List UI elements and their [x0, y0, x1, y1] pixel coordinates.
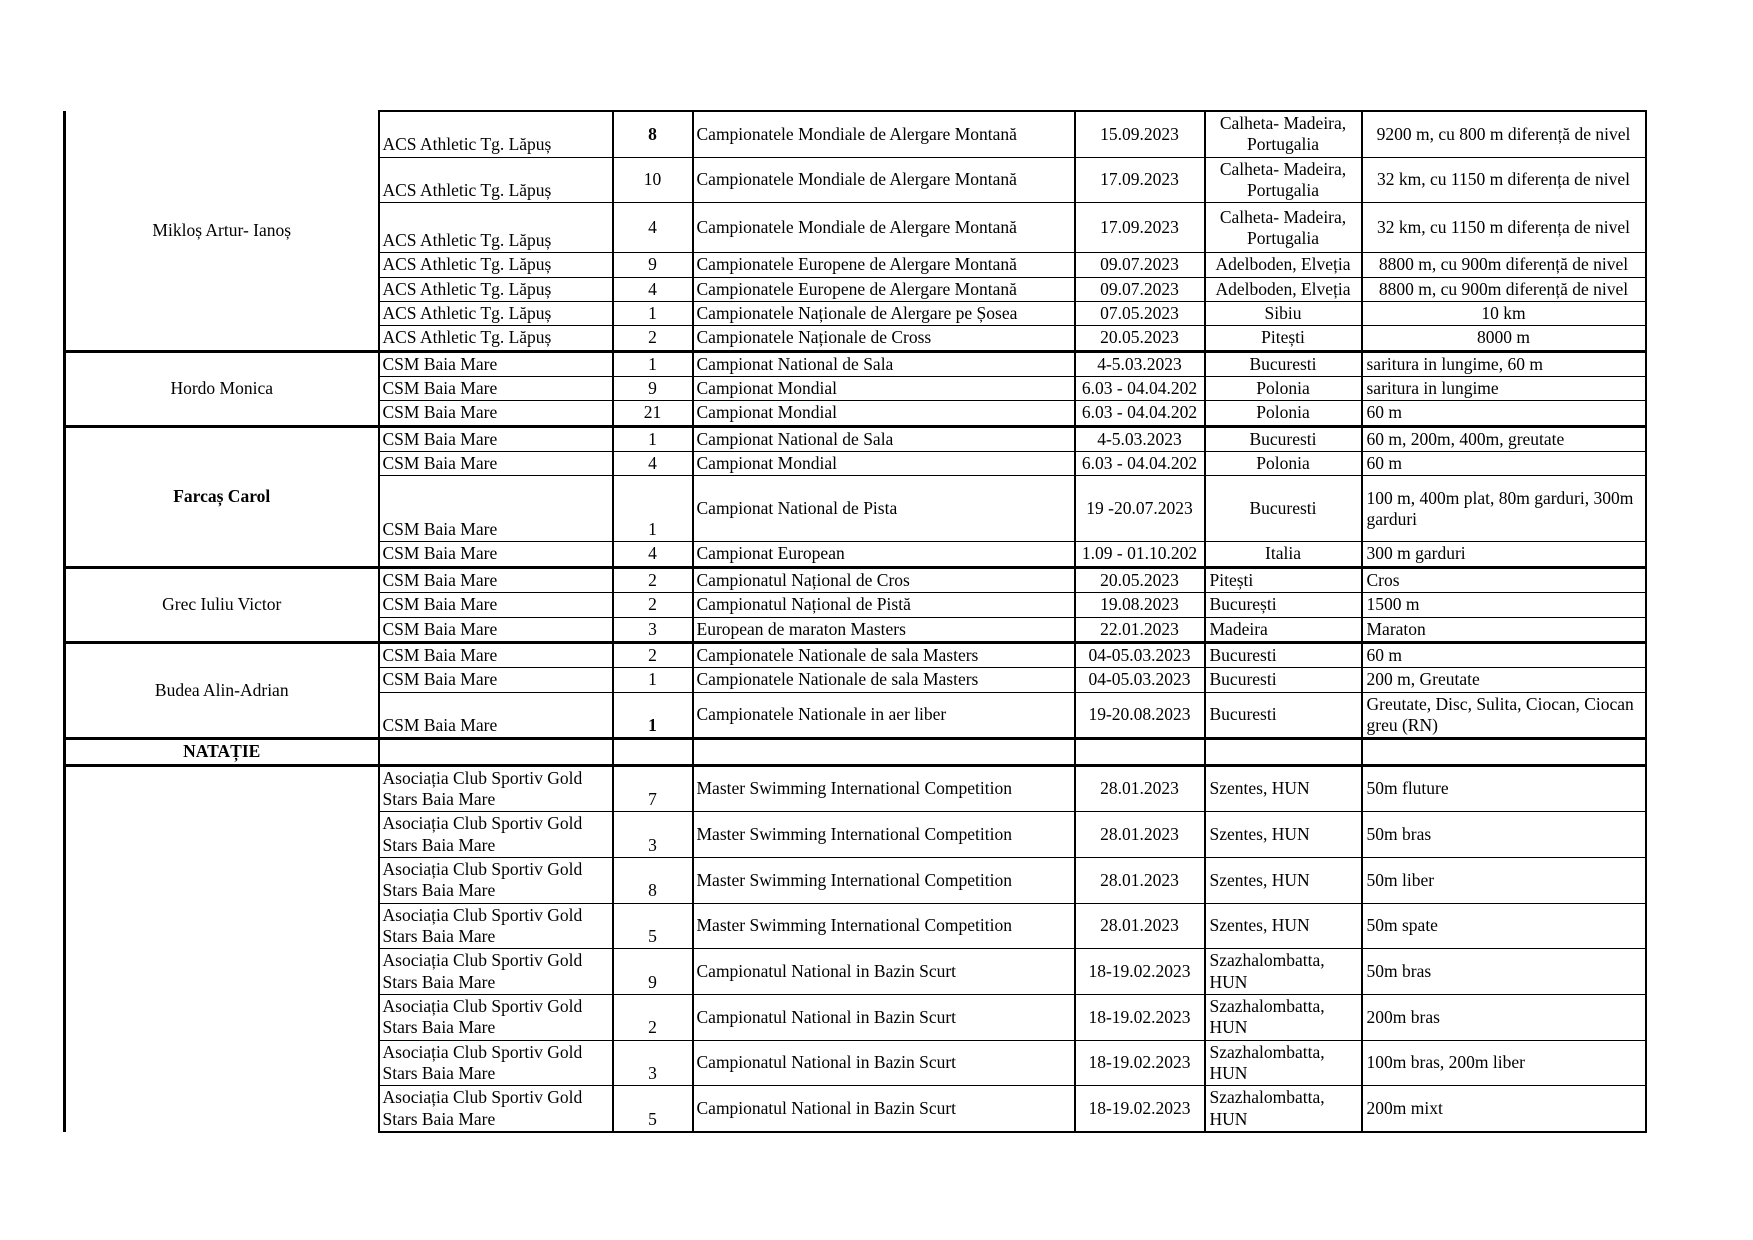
- date-cell: 20.05.2023: [1075, 567, 1205, 592]
- date-cell: 20.05.2023: [1075, 326, 1205, 351]
- location-cell: Bucuresti: [1205, 668, 1362, 692]
- place-cell: 5: [613, 1086, 693, 1132]
- date-cell: 6.03 - 04.04.202: [1075, 452, 1205, 476]
- date-cell: 18-19.02.2023: [1075, 1086, 1205, 1132]
- date-cell: 04-05.03.2023: [1075, 642, 1205, 667]
- location-cell: Bucuresti: [1205, 426, 1362, 451]
- club-cell: ACS Athletic Tg. Lăpuș: [379, 203, 613, 253]
- section-header-cell: NATAȚIE: [65, 739, 379, 765]
- date-cell: 28.01.2023: [1075, 903, 1205, 949]
- date-cell: 18-19.02.2023: [1075, 949, 1205, 995]
- event-cell: 200m mixt: [1362, 1086, 1646, 1132]
- competition-cell: Campionatele Mondiale de Alergare Montană: [693, 203, 1075, 253]
- club-cell: Asociația Club Sportiv Gold Stars Baia Mare: [379, 857, 613, 903]
- location-cell: [1205, 739, 1362, 765]
- club-cell: CSM Baia Mare: [379, 593, 613, 617]
- competition-cell: Master Swimming International Competition: [693, 765, 1075, 812]
- athlete-name-cell: Budea Alin-Adrian: [65, 642, 379, 738]
- athlete-name-cell: Mikloș Artur- Ianoș: [65, 111, 379, 351]
- event-cell: Greutate, Disc, Sulita, Ciocan, Ciocan greu (RN): [1362, 692, 1646, 739]
- competition-cell: Campionatele Europene de Alergare Montană: [693, 277, 1075, 301]
- location-cell: Szentes, HUN: [1205, 903, 1362, 949]
- event-cell: 9200 m, cu 800 m diferență de nivel: [1362, 111, 1646, 157]
- location-cell: Bucuresti: [1205, 692, 1362, 739]
- place-cell: 1: [613, 668, 693, 692]
- event-cell: 50m bras: [1362, 949, 1646, 995]
- place-cell: 4: [613, 277, 693, 301]
- date-cell: 09.07.2023: [1075, 277, 1205, 301]
- event-cell: 10 km: [1362, 302, 1646, 326]
- location-cell: Polonia: [1205, 452, 1362, 476]
- club-cell: ACS Athletic Tg. Lăpuș: [379, 253, 613, 277]
- club-cell: Asociația Club Sportiv Gold Stars Baia Mare: [379, 1086, 613, 1132]
- location-cell: Calheta- Madeira, Portugalia: [1205, 157, 1362, 203]
- place-cell: 8: [613, 111, 693, 157]
- competition-cell: Campionatele Naționale de Cross: [693, 326, 1075, 351]
- competition-cell: Campionat Mondial: [693, 452, 1075, 476]
- club-cell: CSM Baia Mare: [379, 567, 613, 592]
- date-cell: 28.01.2023: [1075, 812, 1205, 858]
- date-cell: 4-5.03.2023: [1075, 426, 1205, 451]
- event-cell: 60 m, 200m, 400m, greutate: [1362, 426, 1646, 451]
- competition-cell: Master Swimming International Competition: [693, 857, 1075, 903]
- club-cell: Asociația Club Sportiv Gold Stars Baia Mare: [379, 995, 613, 1041]
- competition-cell: Campionatul Național de Cros: [693, 567, 1075, 592]
- event-cell: 32 km, cu 1150 m diferența de nivel: [1362, 203, 1646, 253]
- location-cell: Calheta- Madeira, Portugalia: [1205, 111, 1362, 157]
- place-cell: 1: [613, 426, 693, 451]
- club-cell: Asociația Club Sportiv Gold Stars Baia Mare: [379, 1040, 613, 1086]
- place-cell: 1: [613, 351, 693, 376]
- location-cell: București: [1205, 593, 1362, 617]
- place-cell: 7: [613, 765, 693, 812]
- place-cell: 4: [613, 452, 693, 476]
- competition-cell: Campionat Mondial: [693, 401, 1075, 426]
- date-cell: 18-19.02.2023: [1075, 1040, 1205, 1086]
- event-cell: Maraton: [1362, 617, 1646, 642]
- club-cell: CSM Baia Mare: [379, 476, 613, 542]
- location-cell: Polonia: [1205, 401, 1362, 426]
- date-cell: [1075, 739, 1205, 765]
- competition-cell: European de maraton Masters: [693, 617, 1075, 642]
- event-cell: 200m bras: [1362, 995, 1646, 1041]
- club-cell: CSM Baia Mare: [379, 692, 613, 739]
- place-cell: 4: [613, 542, 693, 567]
- place-cell: 9: [613, 377, 693, 401]
- place-cell: 1: [613, 302, 693, 326]
- date-cell: 19.08.2023: [1075, 593, 1205, 617]
- date-cell: 18-19.02.2023: [1075, 995, 1205, 1041]
- place-cell: 21: [613, 401, 693, 426]
- competition-cell: Campionatele Naționale de Alergare pe Șosea: [693, 302, 1075, 326]
- competition-cell: Master Swimming International Competition: [693, 812, 1075, 858]
- location-cell: Pitești: [1205, 567, 1362, 592]
- competition-cell: Master Swimming International Competition: [693, 903, 1075, 949]
- competition-cell: Campionat National de Sala: [693, 351, 1075, 376]
- athlete-name-cell: Grec Iuliu Victor: [65, 567, 379, 642]
- club-cell: CSM Baia Mare: [379, 668, 613, 692]
- date-cell: 19-20.08.2023: [1075, 692, 1205, 739]
- competition-cell: Campionatele Nationale in aer liber: [693, 692, 1075, 739]
- club-cell: Asociația Club Sportiv Gold Stars Baia Mare: [379, 765, 613, 812]
- event-cell: 60 m: [1362, 452, 1646, 476]
- date-cell: 4-5.03.2023: [1075, 351, 1205, 376]
- place-cell: 10: [613, 157, 693, 203]
- event-cell: 300 m garduri: [1362, 542, 1646, 567]
- competition-cell: Campionat European: [693, 542, 1075, 567]
- event-cell: 1500 m: [1362, 593, 1646, 617]
- location-cell: Italia: [1205, 542, 1362, 567]
- athlete-name-cell: [65, 765, 379, 1132]
- club-cell: CSM Baia Mare: [379, 426, 613, 451]
- place-cell: 2: [613, 995, 693, 1041]
- event-cell: 100 m, 400m plat, 80m garduri, 300m garduri: [1362, 476, 1646, 542]
- competition-cell: Campionatele Europene de Alergare Montană: [693, 253, 1075, 277]
- place-cell: 3: [613, 812, 693, 858]
- club-cell: ACS Athletic Tg. Lăpuș: [379, 277, 613, 301]
- event-cell: 60 m: [1362, 642, 1646, 667]
- location-cell: Szentes, HUN: [1205, 812, 1362, 858]
- athlete-name-cell: Farcaș Carol: [65, 426, 379, 567]
- competition-cell: Campionatele Mondiale de Alergare Montană: [693, 111, 1075, 157]
- athlete-name-cell: Hordo Monica: [65, 351, 379, 426]
- competition-cell: Campionatul National in Bazin Scurt: [693, 1040, 1075, 1086]
- event-cell: saritura in lungime, 60 m: [1362, 351, 1646, 376]
- date-cell: 28.01.2023: [1075, 857, 1205, 903]
- place-cell: 9: [613, 253, 693, 277]
- location-cell: Bucuresti: [1205, 642, 1362, 667]
- date-cell: 04-05.03.2023: [1075, 668, 1205, 692]
- competition-cell: Campionatul National in Bazin Scurt: [693, 1086, 1075, 1132]
- date-cell: 22.01.2023: [1075, 617, 1205, 642]
- competition-cell: Campionat National de Sala: [693, 426, 1075, 451]
- place-cell: 8: [613, 857, 693, 903]
- date-cell: 6.03 - 04.04.202: [1075, 377, 1205, 401]
- place-cell: 3: [613, 617, 693, 642]
- club-cell: CSM Baia Mare: [379, 542, 613, 567]
- place-cell: 9: [613, 949, 693, 995]
- date-cell: 09.07.2023: [1075, 253, 1205, 277]
- competition-results-table: [63, 110, 1647, 1133]
- date-cell: 15.09.2023: [1075, 111, 1205, 157]
- date-cell: 28.01.2023: [1075, 765, 1205, 812]
- club-cell: CSM Baia Mare: [379, 351, 613, 376]
- competition-cell: Campionatele Nationale de sala Masters: [693, 668, 1075, 692]
- club-cell: Asociația Club Sportiv Gold Stars Baia Mare: [379, 812, 613, 858]
- competition-cell: Campionatul National in Bazin Scurt: [693, 995, 1075, 1041]
- event-cell: 50m fluture: [1362, 765, 1646, 812]
- event-cell: 50m spate: [1362, 903, 1646, 949]
- place-cell: 3: [613, 1040, 693, 1086]
- club-cell: ACS Athletic Tg. Lăpuș: [379, 302, 613, 326]
- date-cell: 17.09.2023: [1075, 203, 1205, 253]
- club-cell: [379, 739, 613, 765]
- competition-cell: Campionat National de Pista: [693, 476, 1075, 542]
- place-cell: 2: [613, 567, 693, 592]
- competition-cell: Campionat Mondial: [693, 377, 1075, 401]
- event-cell: 50m bras: [1362, 812, 1646, 858]
- location-cell: Bucuresti: [1205, 351, 1362, 376]
- location-cell: Szazhalombatta, HUN: [1205, 1040, 1362, 1086]
- event-cell: 32 km, cu 1150 m diferența de nivel: [1362, 157, 1646, 203]
- event-cell: 100m bras, 200m liber: [1362, 1040, 1646, 1086]
- event-cell: Cros: [1362, 567, 1646, 592]
- date-cell: 19 -20.07.2023: [1075, 476, 1205, 542]
- location-cell: Adelboden, Elveția: [1205, 277, 1362, 301]
- date-cell: 6.03 - 04.04.202: [1075, 401, 1205, 426]
- place-cell: 2: [613, 642, 693, 667]
- location-cell: Calheta- Madeira, Portugalia: [1205, 203, 1362, 253]
- club-cell: Asociația Club Sportiv Gold Stars Baia Mare: [379, 903, 613, 949]
- club-cell: ACS Athletic Tg. Lăpuș: [379, 326, 613, 351]
- place-cell: 2: [613, 593, 693, 617]
- place-cell: 2: [613, 326, 693, 351]
- location-cell: Szazhalombatta, HUN: [1205, 995, 1362, 1041]
- location-cell: Bucuresti: [1205, 476, 1362, 542]
- club-cell: ACS Athletic Tg. Lăpuș: [379, 157, 613, 203]
- event-cell: 8800 m, cu 900m diferență de nivel: [1362, 277, 1646, 301]
- place-cell: 1: [613, 692, 693, 739]
- event-cell: 200 m, Greutate: [1362, 668, 1646, 692]
- location-cell: Szazhalombatta, HUN: [1205, 949, 1362, 995]
- location-cell: Adelboden, Elveția: [1205, 253, 1362, 277]
- location-cell: Sibiu: [1205, 302, 1362, 326]
- club-cell: CSM Baia Mare: [379, 642, 613, 667]
- competition-cell: [693, 739, 1075, 765]
- place-cell: 5: [613, 903, 693, 949]
- place-cell: 1: [613, 476, 693, 542]
- event-cell: 50m liber: [1362, 857, 1646, 903]
- location-cell: Szentes, HUN: [1205, 765, 1362, 812]
- club-cell: CSM Baia Mare: [379, 617, 613, 642]
- event-cell: 8800 m, cu 900m diferență de nivel: [1362, 253, 1646, 277]
- club-cell: ACS Athletic Tg. Lăpuș: [379, 111, 613, 157]
- event-cell: 60 m: [1362, 401, 1646, 426]
- competition-cell: Campionatul Național de Pistă: [693, 593, 1075, 617]
- competition-cell: Campionatele Mondiale de Alergare Montană: [693, 157, 1075, 203]
- date-cell: 07.05.2023: [1075, 302, 1205, 326]
- club-cell: Asociația Club Sportiv Gold Stars Baia Mare: [379, 949, 613, 995]
- date-cell: 1.09 - 01.10.202: [1075, 542, 1205, 567]
- location-cell: Szentes, HUN: [1205, 857, 1362, 903]
- date-cell: 17.09.2023: [1075, 157, 1205, 203]
- event-cell: 8000 m: [1362, 326, 1646, 351]
- event-cell: saritura in lungime: [1362, 377, 1646, 401]
- location-cell: Pitești: [1205, 326, 1362, 351]
- place-cell: [613, 739, 693, 765]
- location-cell: Polonia: [1205, 377, 1362, 401]
- competition-cell: Campionatele Nationale de sala Masters: [693, 642, 1075, 667]
- location-cell: Madeira: [1205, 617, 1362, 642]
- place-cell: 4: [613, 203, 693, 253]
- competition-cell: Campionatul National in Bazin Scurt: [693, 949, 1075, 995]
- club-cell: CSM Baia Mare: [379, 401, 613, 426]
- event-cell: [1362, 739, 1646, 765]
- location-cell: Szazhalombatta, HUN: [1205, 1086, 1362, 1132]
- club-cell: CSM Baia Mare: [379, 452, 613, 476]
- club-cell: CSM Baia Mare: [379, 377, 613, 401]
